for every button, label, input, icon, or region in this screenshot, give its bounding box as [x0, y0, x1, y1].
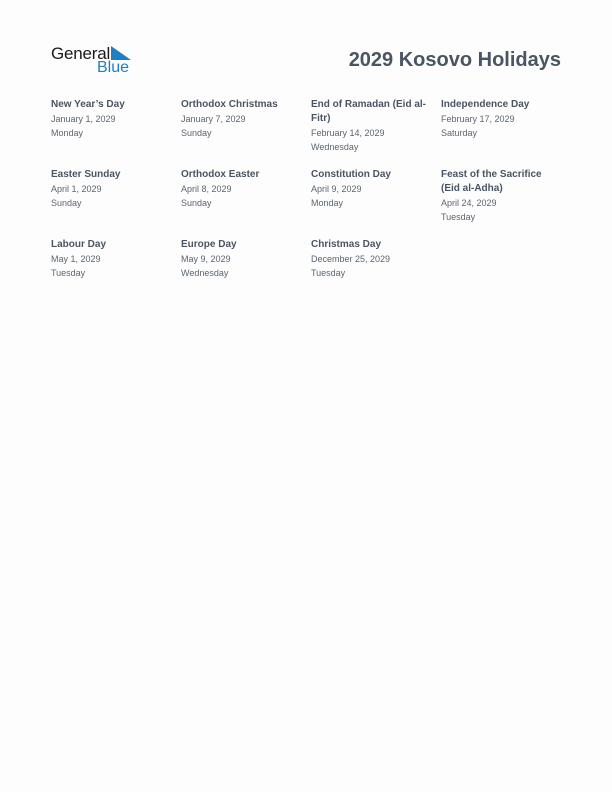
holiday-date: April 8, 2029 — [181, 184, 232, 194]
holiday-date: February 17, 2029 — [441, 114, 515, 124]
holiday-item — [51, 98, 173, 140]
holiday-weekday: Monday — [311, 198, 344, 208]
holiday-date: December 25, 2029 — [311, 254, 391, 264]
holiday-date: May 1, 2029 — [51, 254, 101, 264]
holiday-name: Christmas Day — [311, 239, 382, 250]
holiday-weekday: Monday — [51, 128, 84, 138]
holiday-weekday: Wednesday — [181, 268, 229, 278]
holiday-name: Orthodox Christmas — [181, 99, 278, 110]
holiday-weekday: Tuesday — [51, 268, 86, 278]
holiday-weekday: Wednesday — [311, 142, 359, 152]
holiday-name: Feast of the Sacrifice (Eid al-Adha) — [441, 169, 542, 194]
holiday-item — [311, 168, 433, 210]
holiday-item — [441, 168, 563, 224]
holiday-weekday: Saturday — [441, 128, 478, 138]
holiday-date: January 1, 2029 — [51, 114, 116, 124]
logo-text-blue: Blue — [97, 59, 130, 76]
holiday-item — [51, 168, 173, 210]
holiday-item — [441, 98, 563, 140]
holiday-date: April 9, 2029 — [311, 184, 362, 194]
holiday-date: January 7, 2029 — [181, 114, 246, 124]
holiday-date: February 14, 2029 — [311, 128, 385, 138]
holiday-weekday: Sunday — [181, 198, 212, 208]
holiday-item — [181, 98, 303, 140]
holiday-date: April 1, 2029 — [51, 184, 102, 194]
holiday-date: April 24, 2029 — [441, 198, 497, 208]
logo-flag-icon — [111, 46, 131, 60]
holiday-weekday: Tuesday — [441, 212, 476, 222]
holiday-name: End of Ramadan (Eid al-Fitr) — [311, 99, 427, 124]
holiday-name: Independence Day — [441, 99, 530, 110]
holiday-name: New Year’s Day — [51, 99, 125, 110]
holiday-name: Labour Day — [51, 239, 107, 250]
holiday-weekday: Tuesday — [311, 268, 346, 278]
holiday-weekday: Sunday — [51, 198, 82, 208]
page-title: 2029 Kosovo Holidays — [348, 49, 561, 71]
holiday-item — [311, 98, 433, 154]
holiday-item — [181, 238, 303, 280]
holiday-name: Europe Day — [181, 239, 237, 250]
logo-text-general: General — [51, 44, 111, 63]
holiday-item — [181, 168, 303, 210]
holiday-name: Easter Sunday — [51, 169, 121, 180]
holiday-name: Orthodox Easter — [181, 169, 260, 180]
holiday-weekday: Sunday — [181, 128, 212, 138]
holiday-item — [311, 238, 433, 280]
holiday-name: Constitution Day — [311, 169, 391, 180]
holiday-item — [51, 238, 173, 280]
generalblue-logo — [51, 44, 141, 78]
holiday-date: May 9, 2029 — [181, 254, 231, 264]
